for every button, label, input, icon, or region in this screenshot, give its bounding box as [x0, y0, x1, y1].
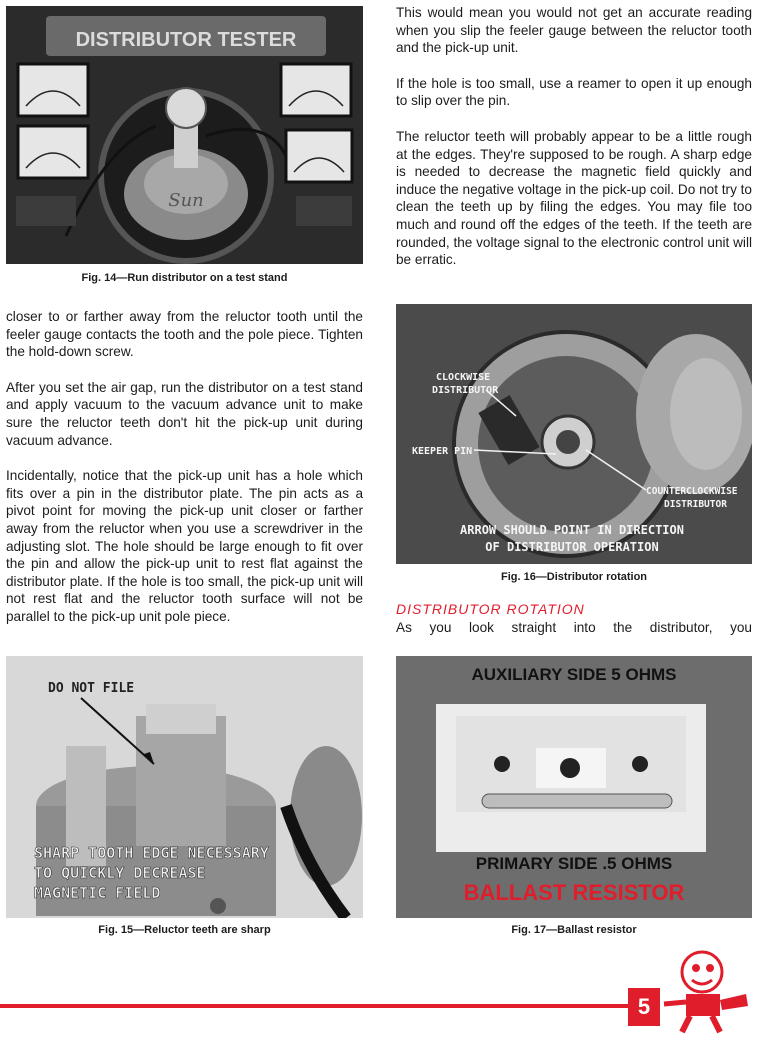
fig14-photo: [6, 6, 363, 264]
right-paragraph-4: As you look straight into the distributor, you: [396, 620, 752, 635]
fig15-caption: Fig. 15—Reluctor teeth are sharp: [98, 924, 271, 936]
fig14-caption: Fig. 14—Run distributor on a test stand: [81, 272, 288, 284]
right-column-top: [396, 4, 752, 269]
page-number: 5: [628, 988, 660, 1026]
fig15-photo: [6, 656, 363, 918]
fig16-label-ccw-1: COUNTERCLOCKWISE: [646, 486, 738, 497]
fig17-caption: Fig. 17—Ballast resistor: [511, 924, 637, 936]
fig15-label-line3: MAGNETIC FIELD: [34, 884, 161, 902]
left-paragraph-1: closer to or farther away from the reluctor tooth until the feeler gauge contacts the tooth and the pole piece. Tighten the hold-down screw.: [6, 309, 363, 360]
fig16-label-arrow-1: ARROW SHOULD POINT IN DIRECTION: [460, 523, 684, 537]
fig16-label-ccw-2: DISTRIBUTOR: [664, 499, 727, 510]
section-heading: DISTRIBUTOR ROTATION: [396, 601, 585, 617]
fig16-label-keeper: KEEPER PIN: [412, 446, 473, 457]
fig14-panel-label: DISTRIBUTOR TESTER: [75, 29, 297, 51]
fig15-label-line1: SHARP TOOTH EDGE NECESSARY: [34, 844, 269, 862]
left-column: [6, 308, 363, 626]
left-paragraph-3: Incidentally, notice that the pick-up unit has a hole which fits over a pin in the distributor plate. The pin acts as a pivot point for moving the pick-up unit closer or farther away from the reluctor when you use a screwdriver in the adjusting slot. The hole should be large enough to fit over the pin and allow the pick-up unit to rest flat against the distributor plate. If the hole is too small, the pick-up unit will not rest flat and the reluctor tooth surface will not be parallel to the pick-up unit pole piece.: [6, 468, 363, 624]
fig16-photo: [396, 304, 752, 564]
fig15-label-line2: TO QUICKLY DECREASE: [34, 864, 206, 882]
fig16-label-cw-1: CLOCKWISE: [436, 372, 491, 383]
fig17-label-title: BALLAST RESISTOR: [463, 880, 685, 905]
right-paragraph-3: The reluctor teeth will probably appear to be a little rough at the edges. They're supposed to be rough. A sharp edge is needed to decrease the magnetic field quickly and induce the negative voltage in the pick-up coil. Do not try to clean the teeth up by filing the edges. You may file too much and round off the edges of the teeth. If the teeth are rounded, the voltage signal to the electronic control unit will be erratic.: [396, 128, 752, 268]
footer-red-rule: [0, 1004, 628, 1008]
right-paragraph-1: This would mean you would not get an accurate reading when you slip the feeler gauge between the reluctor tooth and the pick-up unit.: [396, 5, 752, 56]
fig17-label-primary: PRIMARY SIDE .5 OHMS: [475, 854, 673, 873]
fig16-label-arrow-2: OF DISTRIBUTOR OPERATION: [485, 540, 659, 554]
mascot-illustration: [660, 944, 756, 1034]
right-column-bottom: [396, 619, 752, 637]
fig15-label-do-not-file: DO NOT FILE: [48, 681, 135, 696]
fig17-label-aux: AUXILIARY SIDE 5 OHMS: [471, 665, 677, 684]
fig16-label-cw-2: DISTRIBUTOR: [432, 385, 499, 396]
fig14-brand-label: Sun: [168, 190, 204, 211]
right-paragraph-2: If the hole is too small, use a reamer to open it up enough to slip over the pin.: [396, 75, 752, 109]
fig16-caption: Fig. 16—Distributor rotation: [500, 571, 648, 583]
fig17-photo: [396, 656, 752, 918]
left-paragraph-2: After you set the air gap, run the distributor on a test stand and apply vacuum to the vacuum advance unit to make sure the reluctor teeth don't hit the pick-up unit during vacuum advance.: [6, 379, 363, 448]
